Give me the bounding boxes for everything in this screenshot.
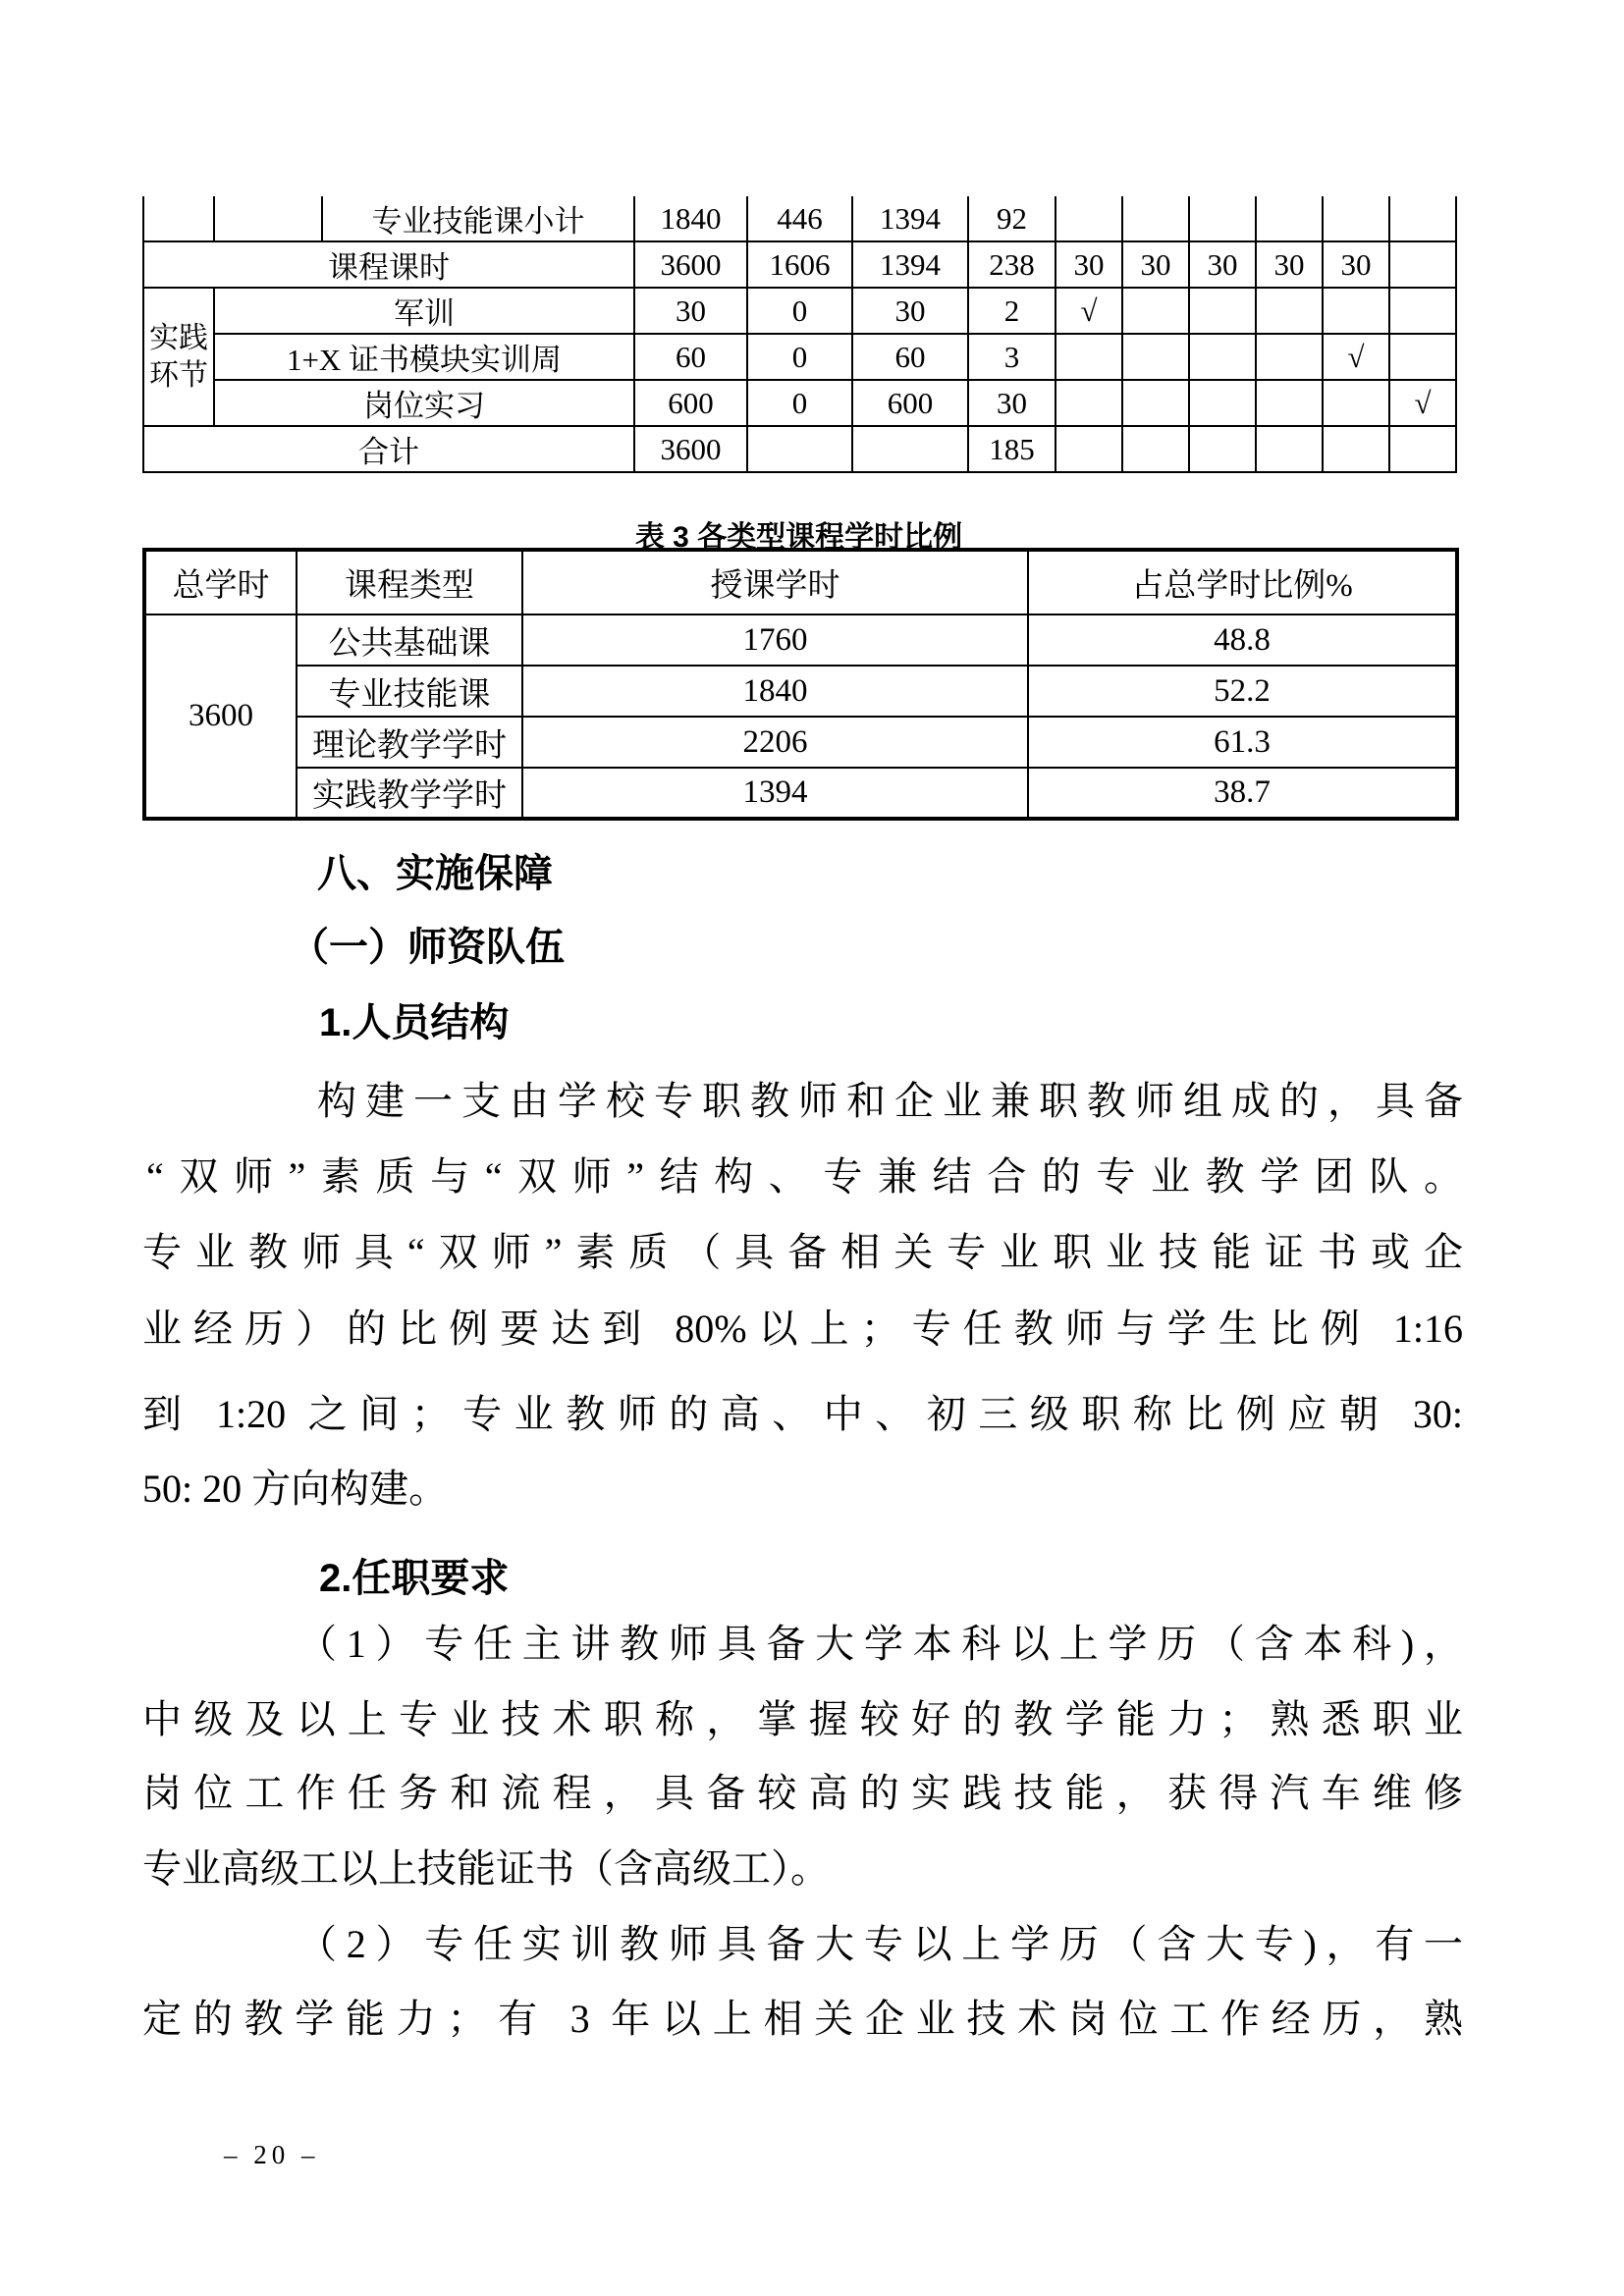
row-label: 岗位实习	[214, 380, 634, 426]
subsection-heading: （一）师资队伍	[290, 926, 565, 969]
paragraph-line: 构建一支由学校专职教师和企业兼职教师组成的，具备	[317, 1079, 1463, 1123]
theory-hours-cell	[747, 426, 852, 472]
row-label: 合计	[143, 426, 634, 472]
credits-cell: 30	[968, 380, 1056, 426]
semester-cell	[1189, 288, 1256, 334]
semester-cell	[1323, 426, 1389, 472]
total-hours-cell: 600	[634, 380, 747, 426]
column-header: 课程类型	[297, 550, 522, 614]
practice-hours-cell: 1394	[852, 196, 968, 241]
checkmark-cell: √	[1389, 380, 1456, 426]
practice-hours-cell: 1394	[852, 241, 968, 288]
percent-cell: 52.2	[1028, 666, 1457, 717]
semester-cell	[1323, 288, 1389, 334]
hours-cell: 2206	[522, 717, 1028, 768]
checkmark-cell: √	[1323, 334, 1389, 380]
column-header: 占总学时比例%	[1028, 550, 1457, 614]
semester-cell	[1056, 196, 1122, 241]
empty-cell	[143, 196, 214, 241]
course-type-cell: 实践教学学时	[297, 768, 522, 819]
row-label: 课程课时	[143, 241, 634, 288]
total-hours-cell: 1840	[634, 196, 747, 241]
credits-cell: 185	[968, 426, 1056, 472]
credits-cell: 238	[968, 241, 1056, 288]
page-number: – 20 –	[224, 2140, 320, 2169]
row-label: 军训	[214, 288, 634, 334]
paragraph-line: 到 1:20 之间；专业教师的高、中、初三级职称比例应朝 30:	[142, 1392, 1463, 1436]
row-label: 1+X 证书模块实训周	[214, 334, 634, 380]
course-type-cell: 理论教学学时	[297, 717, 522, 768]
table-row	[144, 768, 1457, 819]
theory-hours-cell: 446	[747, 196, 852, 241]
total-hours-cell: 30	[634, 288, 747, 334]
column-header: 总学时	[144, 550, 297, 614]
semester-cell	[1056, 426, 1122, 472]
semester-cell	[1122, 426, 1189, 472]
semester-cell	[1056, 334, 1122, 380]
column-header: 授课学时	[522, 550, 1028, 614]
credits-cell: 2	[968, 288, 1056, 334]
practice-hours-cell: 30	[852, 288, 968, 334]
percent-cell: 38.7	[1028, 768, 1457, 819]
table-row	[144, 717, 1457, 768]
credits-cell: 3	[968, 334, 1056, 380]
semester-cell	[1256, 288, 1323, 334]
sub-heading-2: 2.任职要求	[319, 1557, 510, 1600]
semester-cell	[1389, 288, 1456, 334]
hours-ratio-table	[142, 548, 1459, 821]
table-row	[143, 288, 1456, 334]
table-row	[143, 426, 1456, 472]
semester-cell	[1256, 196, 1323, 241]
table-row	[143, 380, 1456, 426]
semester-cell	[1189, 196, 1256, 241]
course-type-cell: 专业技能课	[297, 666, 522, 717]
paragraph-line: 50: 20 方向构建。	[142, 1467, 449, 1511]
paragraph-line: 专业高级工以上技能证书（含高级工）。	[142, 1846, 830, 1891]
semester-cell	[1189, 380, 1256, 426]
course-hours-table-continuation	[142, 196, 1457, 473]
theory-hours-cell: 0	[747, 380, 852, 426]
row-label: 专业技能课小计	[322, 196, 634, 241]
table-row	[143, 196, 1456, 241]
table3-caption: 表 3 各类型课程学时比例	[634, 521, 963, 554]
table-row	[144, 666, 1457, 717]
semester-cell	[1056, 380, 1122, 426]
semester-cell: 30	[1189, 241, 1256, 288]
semester-cell	[1122, 196, 1189, 241]
semester-cell	[1323, 380, 1389, 426]
table-row	[143, 334, 1456, 380]
total-hours-cell: 3600	[634, 241, 747, 288]
table-row	[144, 614, 1457, 666]
checkmark-cell: √	[1056, 288, 1122, 334]
section-heading: 八、实施保障	[317, 852, 553, 895]
semester-cell	[1122, 288, 1189, 334]
hours-cell: 1760	[522, 614, 1028, 666]
paragraph-line: “双师”素质与“双师”结构、专兼结合的专业教学团队。	[146, 1154, 1463, 1199]
theory-hours-cell: 1606	[747, 241, 852, 288]
semester-cell	[1122, 334, 1189, 380]
semester-cell	[1389, 241, 1456, 288]
table-row	[143, 241, 1456, 288]
semester-cell	[1256, 380, 1323, 426]
credits-cell: 92	[968, 196, 1056, 241]
table-header-row	[144, 550, 1457, 614]
total-hours-cell: 3600	[634, 426, 747, 472]
semester-cell	[1256, 334, 1323, 380]
total-hours-value: 3600	[144, 614, 297, 819]
semester-cell	[1256, 426, 1323, 472]
semester-cell: 30	[1323, 241, 1389, 288]
semester-cell: 30	[1122, 241, 1189, 288]
semester-cell	[1389, 426, 1456, 472]
percent-cell: 61.3	[1028, 717, 1457, 768]
semester-cell	[1389, 196, 1456, 241]
semester-cell	[1323, 196, 1389, 241]
practice-hours-cell: 60	[852, 334, 968, 380]
semester-cell	[1122, 380, 1189, 426]
percent-cell: 48.8	[1028, 614, 1457, 666]
theory-hours-cell: 0	[747, 334, 852, 380]
total-hours-cell: 60	[634, 334, 747, 380]
paragraph-line: 业经历）的比例要达到 80%以上；专任教师与学生比例 1:16	[142, 1307, 1463, 1351]
empty-cell	[214, 196, 322, 241]
paragraph-line: 岗位工作任务和流程，具备较高的实践技能，获得汽车维修	[142, 1771, 1463, 1815]
paragraph-line: （1）专任主讲教师具备大学本科以上学历（含本科)，	[298, 1622, 1463, 1666]
semester-cell: 30	[1056, 241, 1122, 288]
practice-hours-cell: 600	[852, 380, 968, 426]
paragraph-line: 专业教师具“双师”素质（具备相关专业职业技能证书或企	[142, 1230, 1463, 1274]
hours-cell: 1840	[522, 666, 1028, 717]
theory-hours-cell: 0	[747, 288, 852, 334]
paragraph-line: 定的教学能力；有 3 年以上相关企业技术岗位工作经历，熟	[142, 1997, 1463, 2041]
hours-cell: 1394	[522, 768, 1028, 819]
paragraph-line: （2）专任实训教师具备大专以上学历（含大专)，有一	[298, 1922, 1463, 1966]
semester-cell	[1189, 426, 1256, 472]
sub-heading-1: 1.人员结构	[319, 1001, 510, 1044]
course-type-cell: 公共基础课	[297, 614, 522, 666]
paragraph-line: 中级及以上专业技术职称，掌握较好的教学能力；熟悉职业	[142, 1697, 1463, 1741]
semester-cell	[1189, 334, 1256, 380]
semester-cell: 30	[1256, 241, 1323, 288]
semester-cell	[1389, 334, 1456, 380]
practice-hours-cell	[852, 426, 968, 472]
row-group-label: 实践环节	[143, 288, 214, 426]
